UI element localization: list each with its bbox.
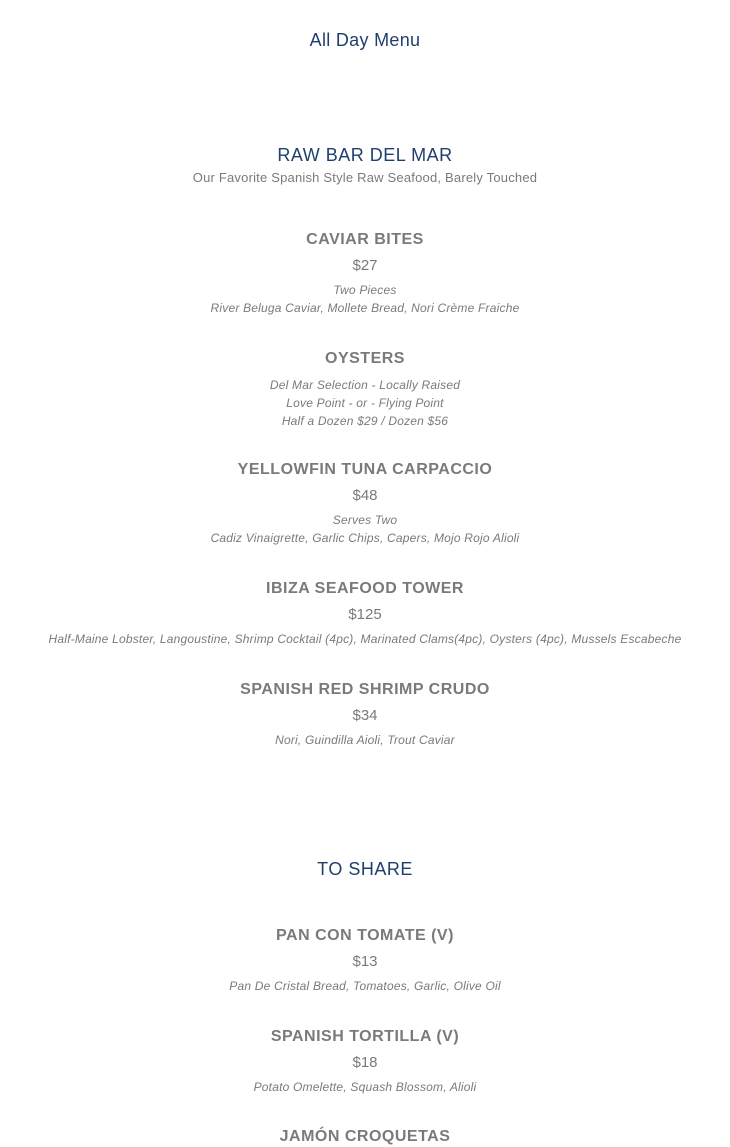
item-description: Half a Dozen $29 / Dozen $56 xyxy=(281,414,449,428)
page-title: All Day Menu xyxy=(309,30,421,50)
menu-item-tuna-carpaccio xyxy=(0,460,730,547)
menu-item-oysters xyxy=(0,349,730,430)
item-description: Serves Two xyxy=(332,513,398,527)
item-price: $34 xyxy=(352,707,378,724)
section-subtitle-raw-bar: Our Favorite Spanish Style Raw Seafood, Barely Touched xyxy=(192,170,538,185)
item-price: $27 xyxy=(352,257,378,274)
item-name: OYSTERS xyxy=(325,350,405,367)
item-price: $18 xyxy=(352,1054,378,1071)
item-name: JAMÓN CROQUETAS xyxy=(279,1128,451,1145)
item-name: PAN CON TOMATE (V) xyxy=(276,927,454,944)
item-price: $48 xyxy=(352,487,378,504)
item-description: Love Point - or - Flying Point xyxy=(286,396,444,410)
item-name: CAVIAR BITES xyxy=(306,231,424,248)
menu-item-spanish-tortilla xyxy=(0,1027,730,1096)
menu-item-pan-con-tomate xyxy=(0,926,730,995)
item-price: $125 xyxy=(348,606,382,623)
menu-item-shrimp-crudo xyxy=(0,680,730,749)
section-title-to-share: TO SHARE xyxy=(317,859,413,879)
item-description: River Beluga Caviar, Mollete Bread, Nori Crème Fraiche xyxy=(210,301,520,315)
item-description: Nori, Guindilla Aioli, Trout Caviar xyxy=(275,733,455,747)
menu-item-caviar-bites xyxy=(0,230,730,317)
menu-item-jamon-croquetas xyxy=(0,1127,730,1147)
item-name: SPANISH TORTILLA (V) xyxy=(270,1028,460,1045)
item-name: IBIZA SEAFOOD TOWER xyxy=(266,580,464,597)
item-description: Del Mar Selection - Locally Raised xyxy=(269,378,461,392)
item-price: $13 xyxy=(352,953,378,970)
item-description: Two Pieces xyxy=(333,283,397,297)
item-name: YELLOWFIN TUNA CARPACCIO xyxy=(237,461,493,478)
menu-item-seafood-tower xyxy=(0,579,730,648)
item-description: Pan De Cristal Bread, Tomatoes, Garlic, Olive Oil xyxy=(229,979,501,993)
item-description: Cadiz Vinaigrette, Garlic Chips, Capers, Mojo Rojo Alioli xyxy=(210,531,520,545)
item-description: Half-Maine Lobster, Langoustine, Shrimp Cocktail (4pc), Marinated Clams(4pc), Oysters (4pc), Mussels Escabeche xyxy=(48,632,682,646)
item-description: Potato Omelette, Squash Blossom, Alioli xyxy=(253,1080,477,1094)
section-title-raw-bar: RAW BAR DEL MAR xyxy=(277,145,453,165)
item-name: SPANISH RED SHRIMP CRUDO xyxy=(240,681,490,698)
